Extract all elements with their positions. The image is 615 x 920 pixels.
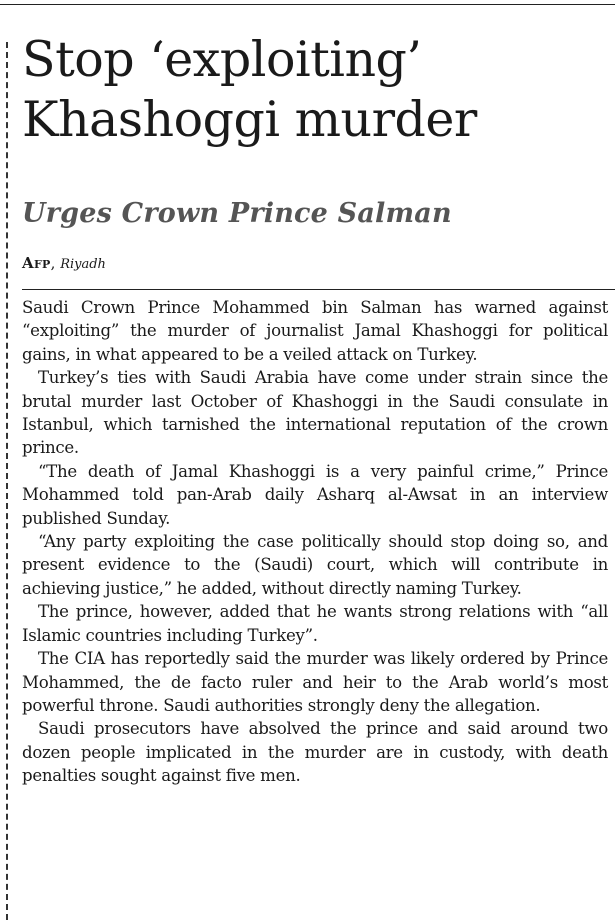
paragraph: Saudi Crown Prince Mohammed bin Salman has warned against “exploiting” the murder of journalist Jamal Khashoggi for political gains, in what appeared to be a veiled attack on Turkey. (22, 298, 608, 364)
byline-agency: Afp (22, 254, 51, 272)
article-body (22, 296, 608, 788)
byline-location: Riyadh (60, 257, 106, 272)
paragraph: “Any party exploiting the case politically should stop doing so, and present evidence to the (Saudi) court, which will contribute in achieving justice,” he added, without directly naming Turkey. (22, 532, 608, 598)
column-dashed-rule (6, 42, 8, 920)
paragraph: The CIA has reportedly said the murder was likely ordered by Prince Mohammed, the de facto ruler and heir to the Arab world’s most powerful throne. Saudi authorities strongly deny the allegation. (22, 649, 608, 715)
byline (22, 252, 106, 276)
paragraph: Turkey’s ties with Saudi Arabia have come under strain since the brutal murder last October of Khashoggi in the Saudi consulate in Istanbul, which tarnished the international reputation of the crown prince. (22, 368, 608, 458)
byline-divider (22, 289, 615, 290)
paragraph: Saudi prosecutors have absolved the prince and said around two dozen people implicated in the murder are in custody, with death penalties sought against five men. (22, 719, 608, 786)
byline-separator: , (50, 254, 56, 272)
top-rule (0, 4, 615, 5)
paragraph: The prince, however, added that he wants strong relations with “all Islamic countries including Turkey”. (22, 602, 608, 645)
headline: Stop ‘exploiting’ Khashoggi murder (22, 31, 477, 148)
paragraph: “The death of Jamal Khashoggi is a very painful crime,” Prince Mohammed told pan-Arab daily Asharq al-Awsat in an interview published Sunday. (22, 461, 608, 528)
subheadline: Urges Crown Prince Salman (22, 198, 452, 229)
